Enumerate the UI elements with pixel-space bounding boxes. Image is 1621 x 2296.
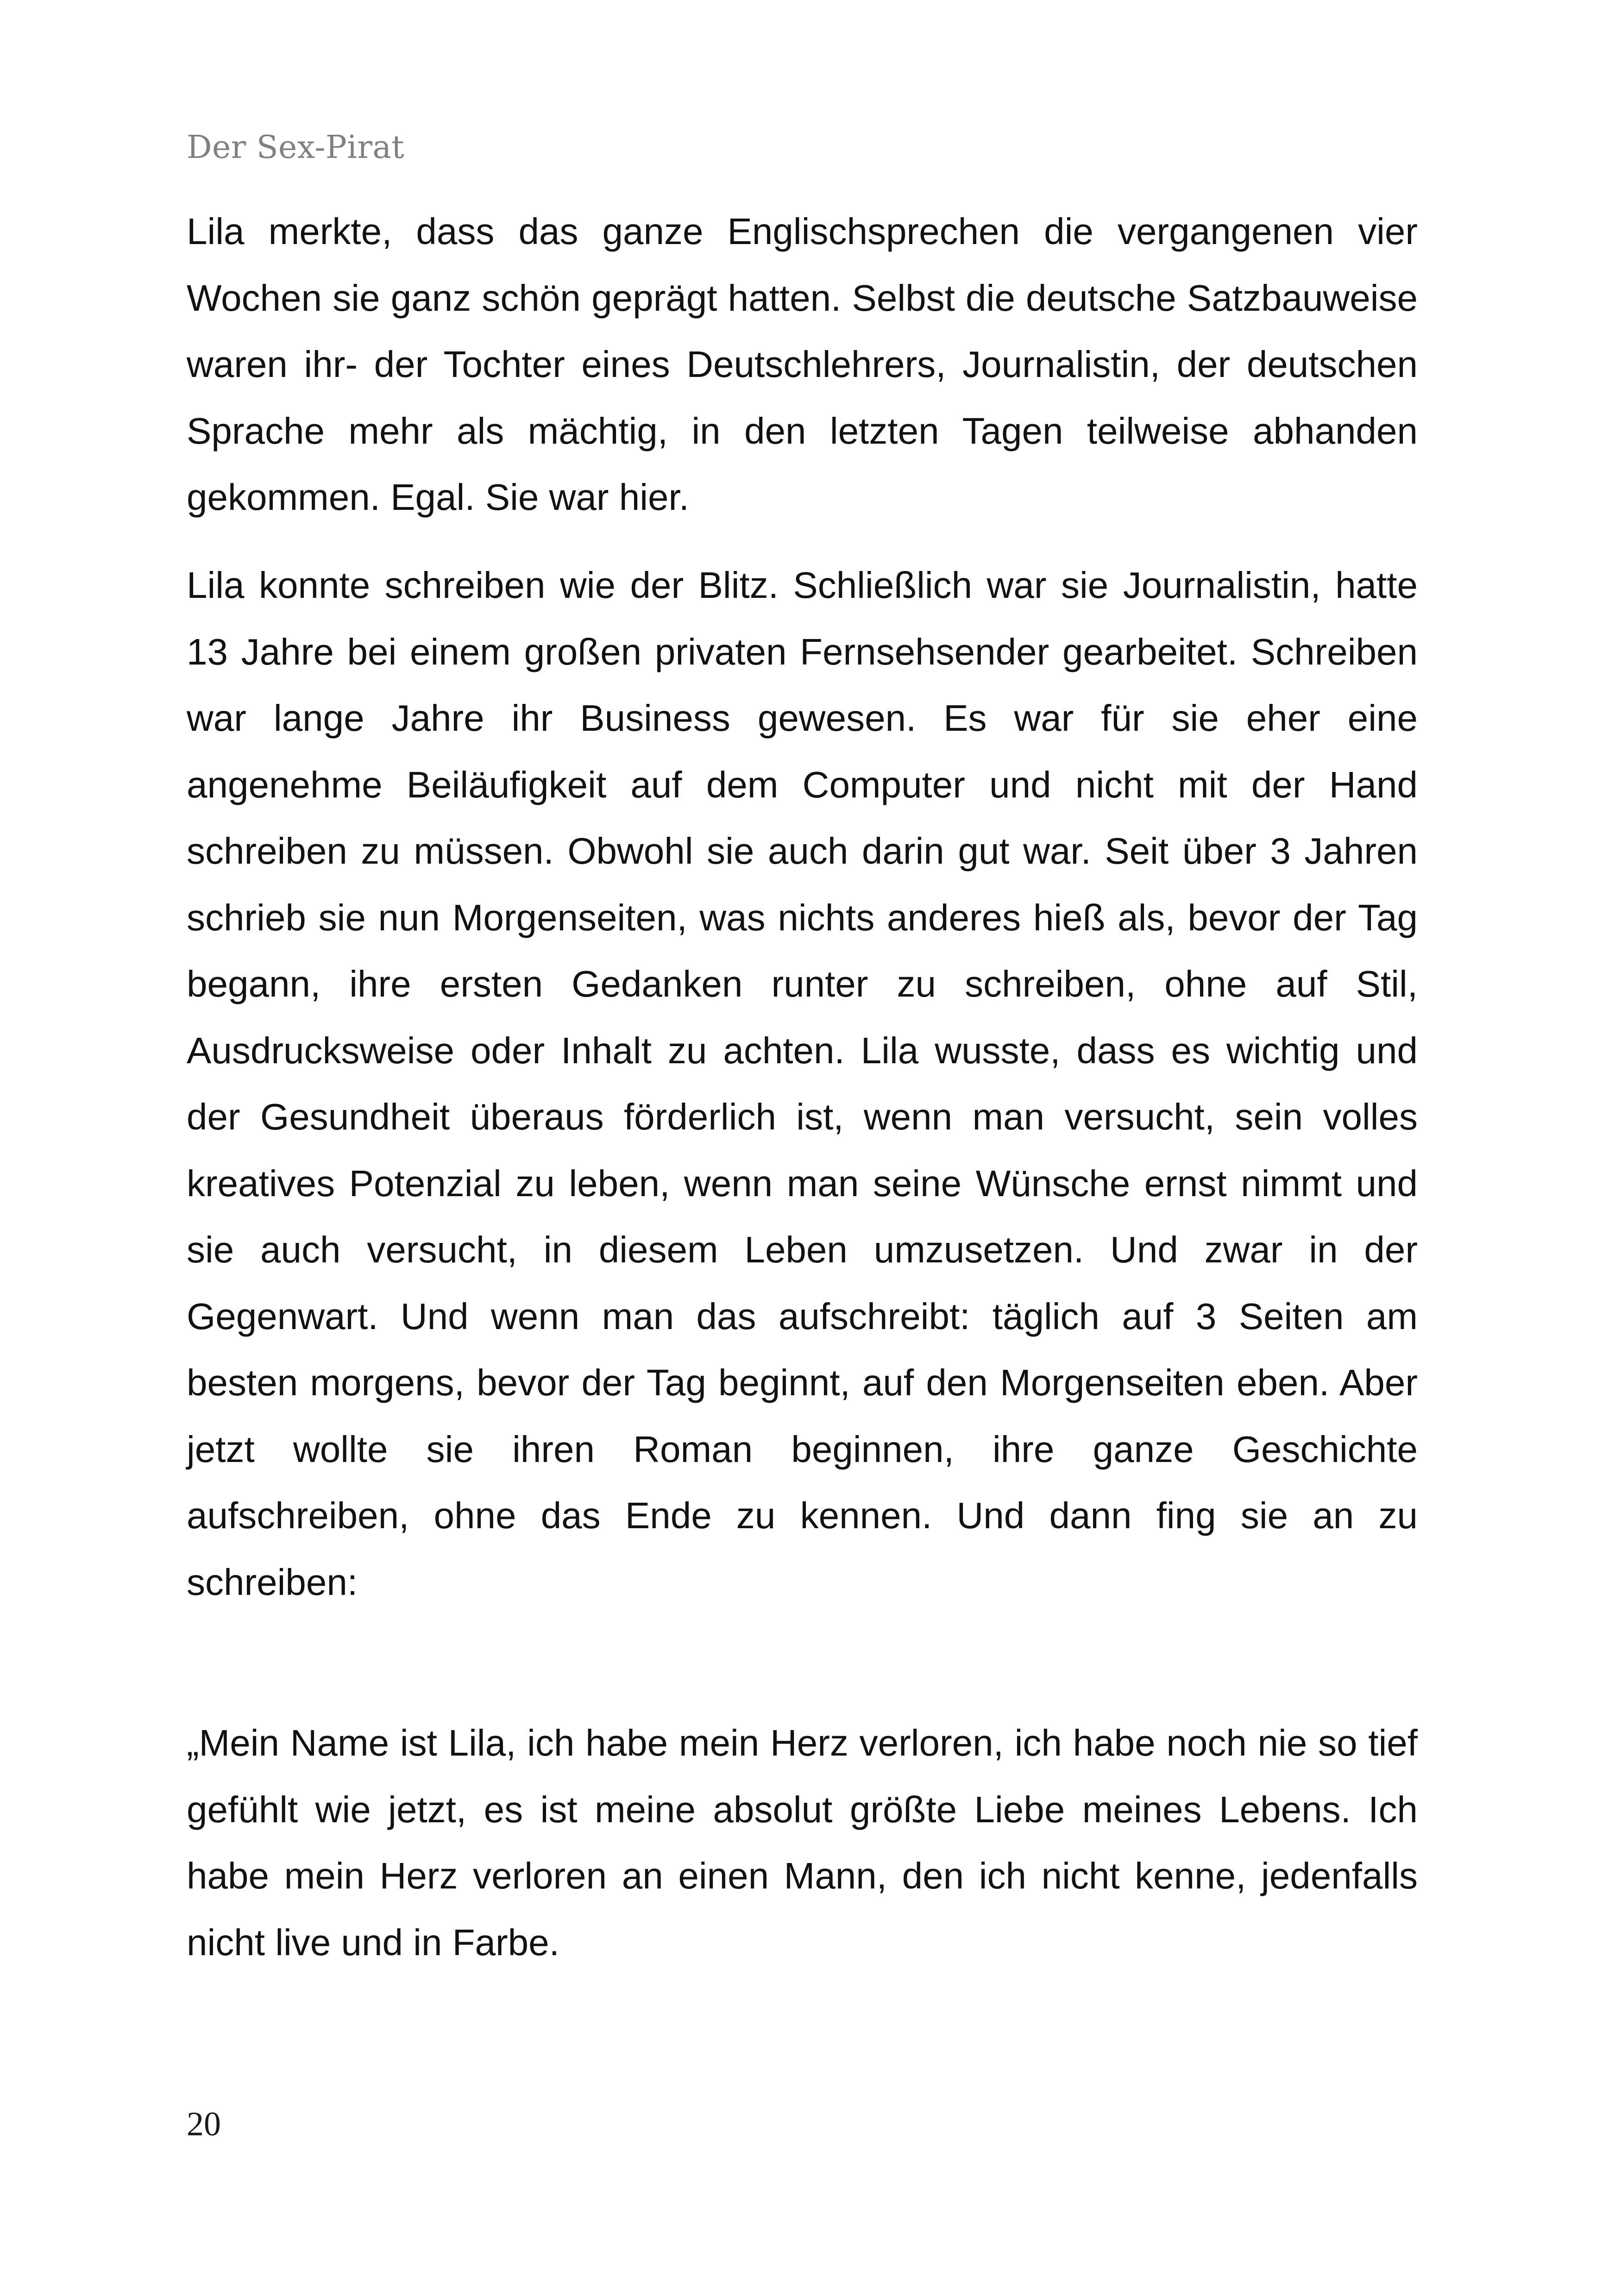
- paragraph-1: [187, 198, 1418, 531]
- running-header-title: Der Sex-Pirat: [187, 129, 405, 166]
- page-number: 20: [187, 2105, 221, 2143]
- paragraph-3-quote: [187, 1710, 1418, 1976]
- paragraph-2: [187, 552, 1418, 1615]
- paragraph-text: „Mein Name ist Lila, ich habe mein Herz verloren, ich habe noch nie so tief gefühlt wie jetzt, es ist meine absolut größte Liebe meines Lebens. Ich habe mein Herz verloren an einen Mann, den ich nicht kenne, jedenfalls nicht live und in Farbe.: [187, 1722, 1418, 1963]
- paragraph-text: Lila merkte, dass das ganze Englischsprechen die vergangenen vier Wochen sie ganz schön geprägt hatten. Selbst die deutsche Satzbauweise waren ihr- der Tochter eines Deutschlehrers, Journalistin, der deutschen Sprache mehr als mächtig, in den letzten Tagen teilweise abhanden gekommen. Egal. Sie war hier.: [187, 211, 1418, 518]
- paragraph-text: Lila konnte schreiben wie der Blitz. Schließlich war sie Journalistin, hatte 13 Jahre bei einem großen privaten Fernsehsender gearbeitet. Schreiben war lange Jahre ihr Business gewesen. Es war für sie eher eine angenehme Beiläufigkeit auf dem Computer und nicht mit der Hand schreiben zu müssen. Obwohl sie auch darin gut war. Seit über 3 Jahren schrieb sie nun Morgenseiten, was nichts anderes hieß als, bevor der Tag begann, ihre ersten Gedanken runter zu schreiben, ohne auf Stil, Ausdrucksweise oder Inhalt zu achten. Lila wusste, dass es wichtig und der Gesundheit überaus förderlich ist, wenn man versucht, sein volles kreatives Potenzial zu leben, wenn man seine Wünsche ernst nimmt und sie auch versucht, in diesem Leben umzusetzen. Und zwar in der Gegenwart. Und wenn man das aufschreibt: täglich auf 3 Seiten am besten morgens, bevor der Tag beginnt, auf den Morgenseiten eben. Aber jetzt wollte sie ihren Roman beginnen, ihre ganze Geschichte aufschreiben, ohne das Ende zu kennen. Und dann fing sie an zu schreiben:: [187, 565, 1418, 1603]
